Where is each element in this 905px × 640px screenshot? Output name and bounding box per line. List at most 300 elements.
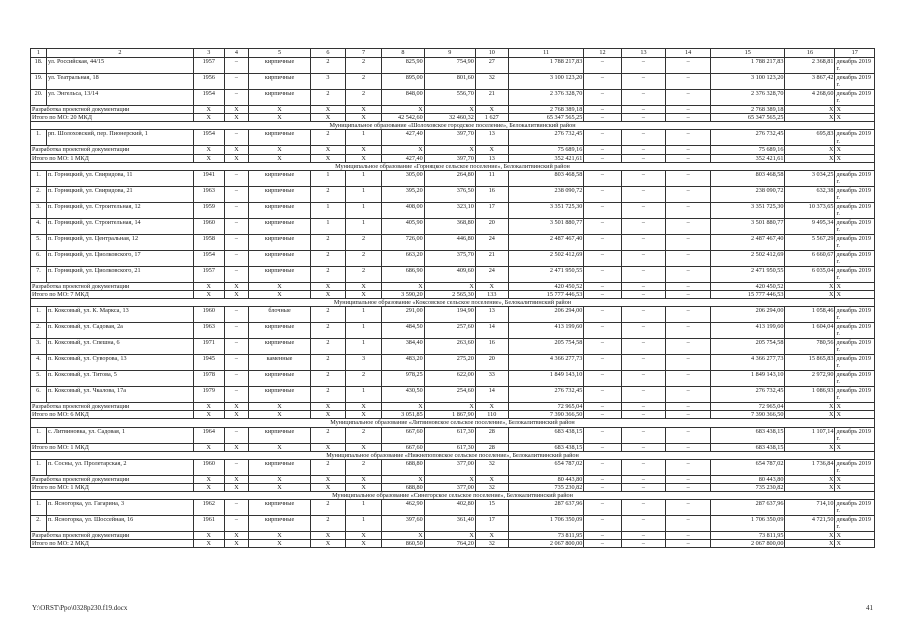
building-address: п. Сосны, ул. Пролетарская, 2 (46, 459, 193, 475)
row-number: 7. (31, 266, 47, 282)
table-cell: кирпичные (249, 58, 311, 74)
table-cell: декабрь 2019 г. (835, 58, 875, 74)
table-cell: – (666, 371, 711, 387)
table-cell: 305,00 (382, 170, 425, 186)
table-cell: – (666, 186, 711, 202)
table-cell: – (621, 186, 666, 202)
table-cell: 3 034,25 (785, 170, 835, 186)
table-cell: 1964 (193, 427, 224, 443)
table-cell: 686,90 (382, 266, 425, 282)
summary-cell: X (193, 443, 224, 451)
table-cell: 397,60 (382, 516, 425, 532)
summary-cell: – (666, 114, 711, 122)
summary-cell: – (584, 154, 621, 162)
summary-cell: X (345, 483, 381, 491)
table-cell: 683 438,15 (710, 427, 785, 443)
table-cell: 1945 (193, 355, 224, 371)
table-cell: – (621, 427, 666, 443)
table-cell: – (224, 459, 248, 475)
summary-cell: X (475, 403, 508, 411)
table-cell: 1 107,14 (785, 427, 835, 443)
summary-cell: X (193, 403, 224, 411)
table-cell: 2 487 467,40 (710, 234, 785, 250)
summary-cell: 735 230,82 (508, 483, 584, 491)
table-cell: 15 (475, 500, 508, 516)
summary-cell: 80 443,80 (508, 475, 584, 483)
table-cell: 1 (310, 170, 345, 186)
table-cell: 28 (475, 427, 508, 443)
table-cell: – (621, 387, 666, 403)
summary-cell: X (193, 114, 224, 122)
table-cell: 1 788 217,83 (508, 58, 584, 74)
summary-cell: 73 811,95 (710, 532, 785, 540)
summary-label: Разработка проектной документации (31, 106, 194, 114)
summary-row (31, 483, 875, 491)
summary-label: Итого по МО: 6 МКД (31, 411, 194, 419)
municipality-heading: Муниципальное образование «Горняцкое сельское поселение», Белокалитвинский район (31, 162, 875, 170)
table-cell: – (666, 170, 711, 186)
summary-cell: X (249, 146, 311, 154)
summary-label: Разработка проектной документации (31, 146, 194, 154)
summary-cell: X (310, 532, 345, 540)
summary-cell: X (382, 403, 425, 411)
summary-label: Разработка проектной документации (31, 532, 194, 540)
table-cell: 2 (310, 58, 345, 74)
municipality-heading-row (31, 492, 875, 500)
summary-cell: – (666, 282, 711, 290)
column-header: 8 (382, 49, 425, 58)
summary-cell: – (666, 540, 711, 548)
row-number: 2. (31, 186, 47, 202)
table-cell: – (224, 186, 248, 202)
table-cell: кирпичные (249, 218, 311, 234)
summary-cell: 80 443,80 (710, 475, 785, 483)
table-cell: 2 (310, 307, 345, 323)
summary-label: Итого по МО: 1 МКД (31, 483, 194, 491)
summary-cell: X (224, 483, 248, 491)
summary-cell: X (475, 106, 508, 114)
table-cell: 622,00 (424, 371, 475, 387)
row-number: 1. (31, 500, 47, 516)
table-cell: 1958 (193, 234, 224, 250)
summary-cell: X (310, 403, 345, 411)
summary-cell: X (193, 483, 224, 491)
summary-cell: X (785, 146, 835, 154)
table-cell: 2 (310, 355, 345, 371)
summary-cell: 1 627 (475, 114, 508, 122)
table-cell: – (666, 459, 711, 475)
building-address: п. Горняцкий, ул. Центральная, 12 (46, 234, 193, 250)
table-cell: 978,25 (382, 371, 425, 387)
building-address: п. Коксовый, ул. Титова, 5 (46, 371, 193, 387)
summary-label: Разработка проектной документации (31, 282, 194, 290)
table-cell: 663,20 (382, 250, 425, 266)
table-cell: кирпичные (249, 516, 311, 532)
summary-cell: X (345, 532, 381, 540)
column-header: 14 (666, 49, 711, 58)
table-cell: – (224, 170, 248, 186)
summary-cell: 32 (475, 540, 508, 548)
table-cell: – (666, 500, 711, 516)
table-cell: 291,00 (382, 307, 425, 323)
building-row (31, 307, 875, 323)
summary-cell: 617,30 (424, 443, 475, 451)
summary-cell: – (621, 483, 666, 491)
table-cell: 413 199,60 (710, 323, 785, 339)
summary-cell: X (785, 411, 835, 419)
table-cell: кирпичные (249, 170, 311, 186)
table-cell: – (621, 355, 666, 371)
summary-cell: – (621, 154, 666, 162)
table-cell: декабрь 2019 г. (835, 202, 875, 218)
summary-cell: X (835, 154, 875, 162)
table-cell: 4 268,60 (785, 90, 835, 106)
summary-cell: – (666, 106, 711, 114)
row-number: 4. (31, 355, 47, 371)
table-cell: кирпичные (249, 186, 311, 202)
table-cell: – (666, 427, 711, 443)
summary-cell: X (224, 106, 248, 114)
summary-cell: X (345, 475, 381, 483)
table-cell: 2 972,90 (785, 371, 835, 387)
building-address: ул. Театральная, 18 (46, 74, 193, 90)
table-cell: – (666, 307, 711, 323)
building-address: п. Ясногорка, ул. Гагарина, 3 (46, 500, 193, 516)
table-cell: 33 (475, 371, 508, 387)
table-cell: – (621, 90, 666, 106)
table-cell: 3 501 880,77 (710, 218, 785, 234)
table-cell: 2 487 467,40 (508, 234, 584, 250)
table-cell: 2 (345, 266, 381, 282)
summary-cell: X (224, 411, 248, 419)
building-row (31, 323, 875, 339)
summary-row (31, 282, 875, 290)
row-number: 2. (31, 323, 47, 339)
summary-cell: X (785, 154, 835, 162)
row-number: 6. (31, 250, 47, 266)
table-cell: декабрь 2019 г. (835, 266, 875, 282)
table-cell: – (584, 339, 621, 355)
table-cell: – (224, 74, 248, 90)
table-cell: – (224, 130, 248, 146)
summary-cell: X (310, 483, 345, 491)
table-cell: – (584, 266, 621, 282)
summary-row (31, 114, 875, 122)
table-cell: 801,60 (424, 74, 475, 90)
building-address: п. Горняцкий, ул. Свиридова, 21 (46, 186, 193, 202)
table-cell: – (224, 427, 248, 443)
table-cell: 6 660,67 (785, 250, 835, 266)
summary-cell: X (249, 411, 311, 419)
table-cell: 2 (310, 266, 345, 282)
table-cell: 32 (475, 74, 508, 90)
row-number: 5. (31, 234, 47, 250)
table-cell: 1 706 350,09 (508, 516, 584, 532)
summary-row (31, 403, 875, 411)
table-cell: кирпичные (249, 202, 311, 218)
table-cell: 3 100 123,20 (508, 74, 584, 90)
summary-cell: 352 421,61 (508, 154, 584, 162)
summary-cell: – (666, 475, 711, 483)
table-cell: 1963 (193, 323, 224, 339)
summary-cell: – (584, 106, 621, 114)
summary-cell: X (424, 475, 475, 483)
table-cell: 276 732,45 (710, 387, 785, 403)
table-cell: – (621, 58, 666, 74)
table-cell: 2 502 412,69 (710, 250, 785, 266)
table-cell: 206 294,00 (710, 307, 785, 323)
table-cell: кирпичные (249, 427, 311, 443)
summary-cell: X (310, 290, 345, 298)
summary-cell: – (666, 483, 711, 491)
summary-cell: X (249, 483, 311, 491)
building-address: п. Горняцкий, ул. Циолковского, 21 (46, 266, 193, 282)
table-cell: – (224, 234, 248, 250)
summary-cell: 13 (475, 154, 508, 162)
table-cell: 2 471 950,55 (710, 266, 785, 282)
table-cell: – (224, 266, 248, 282)
summary-cell: – (666, 146, 711, 154)
table-cell: 2 (310, 387, 345, 403)
column-header: 2 (46, 49, 193, 58)
summary-cell: 735 230,82 (710, 483, 785, 491)
summary-cell: X (249, 475, 311, 483)
building-row (31, 459, 875, 475)
table-cell: – (666, 323, 711, 339)
summary-cell: X (310, 540, 345, 548)
table-cell: 2 (345, 90, 381, 106)
table-cell: 1 (345, 170, 381, 186)
table-cell: 1 (345, 307, 381, 323)
table-cell: кирпичные (249, 250, 311, 266)
table-cell: 1971 (193, 339, 224, 355)
table-cell: – (666, 387, 711, 403)
table-cell: – (666, 234, 711, 250)
summary-cell: X (382, 106, 425, 114)
table-cell: декабрь 2019 г. (835, 500, 875, 516)
summary-cell: – (666, 290, 711, 298)
summary-cell: 3 590,20 (382, 290, 425, 298)
summary-cell: X (345, 114, 381, 122)
summary-label: Разработка проектной документации (31, 475, 194, 483)
table-cell: 895,00 (382, 74, 425, 90)
municipality-heading-row (31, 162, 875, 170)
table-cell: – (224, 387, 248, 403)
table-cell: – (584, 307, 621, 323)
summary-cell: X (424, 146, 475, 154)
summary-cell: 860,50 (382, 540, 425, 548)
summary-cell: X (785, 282, 835, 290)
table-cell: декабрь 2019 г. (835, 90, 875, 106)
table-cell: декабрь 2019 г. (835, 74, 875, 90)
table-cell: – (621, 459, 666, 475)
building-row (31, 371, 875, 387)
table-cell: 384,40 (382, 339, 425, 355)
table-cell: 1962 (193, 500, 224, 516)
row-number: 20. (31, 90, 47, 106)
summary-label: Итого по МО: 1 МКД (31, 443, 194, 451)
table-cell: – (621, 250, 666, 266)
summary-cell: 72 965,04 (508, 403, 584, 411)
summary-cell: 42 542,60 (382, 114, 425, 122)
table-cell: 276 732,45 (508, 387, 584, 403)
summary-cell: 667,60 (382, 443, 425, 451)
municipality-heading-row (31, 451, 875, 459)
table-cell: 1 (345, 500, 381, 516)
column-header: 17 (835, 49, 875, 58)
table-cell: 2 (345, 58, 381, 74)
table-cell: – (621, 307, 666, 323)
building-row (31, 234, 875, 250)
row-number: 1. (31, 170, 47, 186)
summary-cell: X (193, 154, 224, 162)
summary-row (31, 146, 875, 154)
building-address: с. Литвиновка, ул. Садовая, 1 (46, 427, 193, 443)
row-number: 1. (31, 130, 47, 146)
table-cell: – (666, 266, 711, 282)
table-cell: 726,00 (382, 234, 425, 250)
table-cell: 6 035,04 (785, 266, 835, 282)
summary-cell: X (785, 540, 835, 548)
table-cell: 3 100 123,20 (710, 74, 785, 90)
summary-cell: – (584, 403, 621, 411)
building-address: рп. Шолоховский, пер. Пионерский, 1 (46, 130, 193, 146)
table-cell: 2 (345, 459, 381, 475)
table-cell: 287 637,96 (508, 500, 584, 516)
table-cell: 1 849 143,10 (508, 371, 584, 387)
row-number: 5. (31, 371, 47, 387)
summary-cell: 15 777 446,53 (508, 290, 584, 298)
row-number: 1. (31, 307, 47, 323)
table-cell: 9 495,34 (785, 218, 835, 234)
table-cell: 2 (310, 339, 345, 355)
table-cell: 14 (475, 387, 508, 403)
table-cell: 556,70 (424, 90, 475, 106)
summary-cell: X (310, 106, 345, 114)
summary-cell: X (249, 443, 311, 451)
table-cell: каменные (249, 355, 311, 371)
table-cell: 4 366 277,73 (508, 355, 584, 371)
table-cell: – (584, 323, 621, 339)
table-cell: 194,90 (424, 307, 475, 323)
summary-cell: X (345, 282, 381, 290)
table-cell: 1954 (193, 130, 224, 146)
table-cell: 2 (310, 516, 345, 532)
table-cell: 1 086,93 (785, 387, 835, 403)
table-cell: 654 787,02 (710, 459, 785, 475)
summary-cell: 32 (475, 483, 508, 491)
table-cell: 3 867,42 (785, 74, 835, 90)
summary-cell: 377,00 (424, 483, 475, 491)
building-row (31, 387, 875, 403)
table-cell: декабрь 2019 г. (835, 234, 875, 250)
table-cell: 24 (475, 234, 508, 250)
table-cell: 1954 (193, 90, 224, 106)
summary-cell: – (584, 282, 621, 290)
summary-cell: 683 438,15 (508, 443, 584, 451)
summary-cell: X (193, 540, 224, 548)
summary-cell: – (621, 532, 666, 540)
table-cell: 1961 (193, 516, 224, 532)
summary-row (31, 540, 875, 548)
table-cell: кирпичные (249, 387, 311, 403)
table-cell: кирпичные (249, 234, 311, 250)
table-cell: кирпичные (249, 339, 311, 355)
summary-cell: 28 (475, 443, 508, 451)
table-cell: 1 (345, 339, 381, 355)
summary-cell: 688,80 (382, 483, 425, 491)
table-cell: – (666, 202, 711, 218)
table-cell: 20 (475, 218, 508, 234)
summary-cell: X (193, 282, 224, 290)
table-cell: 361,40 (424, 516, 475, 532)
table-cell: 2 (310, 371, 345, 387)
table-cell: – (621, 170, 666, 186)
table-cell: – (584, 516, 621, 532)
table-cell: 275,20 (424, 355, 475, 371)
building-row (31, 130, 875, 146)
summary-cell: X (835, 403, 875, 411)
summary-cell: 2 067 800,00 (508, 540, 584, 548)
building-address: ул. Российская, 44/15 (46, 58, 193, 74)
table-cell: 413 199,60 (508, 323, 584, 339)
table-cell: 287 637,96 (710, 500, 785, 516)
table-cell: 14 (475, 323, 508, 339)
summary-cell: X (475, 146, 508, 154)
table-cell: 276 732,45 (508, 130, 584, 146)
building-row (31, 339, 875, 355)
table-cell: 1 736,84 (785, 459, 835, 475)
summary-cell: – (621, 290, 666, 298)
table-cell: 5 567,29 (785, 234, 835, 250)
table-cell: 1 (310, 218, 345, 234)
summary-cell: – (666, 532, 711, 540)
table-cell: 1 706 350,09 (710, 516, 785, 532)
table-cell: 27 (475, 58, 508, 74)
table-cell: – (584, 355, 621, 371)
summary-cell: – (666, 154, 711, 162)
column-header: 15 (710, 49, 785, 58)
table-cell: 2 (310, 500, 345, 516)
municipality-heading: Муниципальное образование «Литвиновское сельское поселение», Белокалитвинский район (31, 419, 875, 427)
table-cell: – (224, 323, 248, 339)
table-cell: 1960 (193, 307, 224, 323)
summary-cell: – (666, 403, 711, 411)
table-cell: 632,38 (785, 186, 835, 202)
summary-cell: – (666, 443, 711, 451)
table-cell: – (224, 250, 248, 266)
table-cell: 1954 (193, 250, 224, 266)
building-row (31, 202, 875, 218)
table-cell: 409,60 (424, 266, 475, 282)
summary-cell: 764,20 (424, 540, 475, 548)
summary-cell: X (310, 475, 345, 483)
table-cell: 688,80 (382, 459, 425, 475)
table-cell: – (224, 218, 248, 234)
table-cell: кирпичные (249, 323, 311, 339)
table-cell: 1 849 143,10 (710, 371, 785, 387)
table-cell: декабрь 2019 г. (835, 371, 875, 387)
summary-cell: X (224, 532, 248, 540)
summary-cell: – (584, 290, 621, 298)
summary-cell: X (224, 282, 248, 290)
summary-cell: – (584, 146, 621, 154)
table-cell: – (621, 266, 666, 282)
summary-cell: X (224, 475, 248, 483)
capital-repair-table (30, 48, 875, 548)
summary-row (31, 443, 875, 451)
summary-cell: X (345, 106, 381, 114)
